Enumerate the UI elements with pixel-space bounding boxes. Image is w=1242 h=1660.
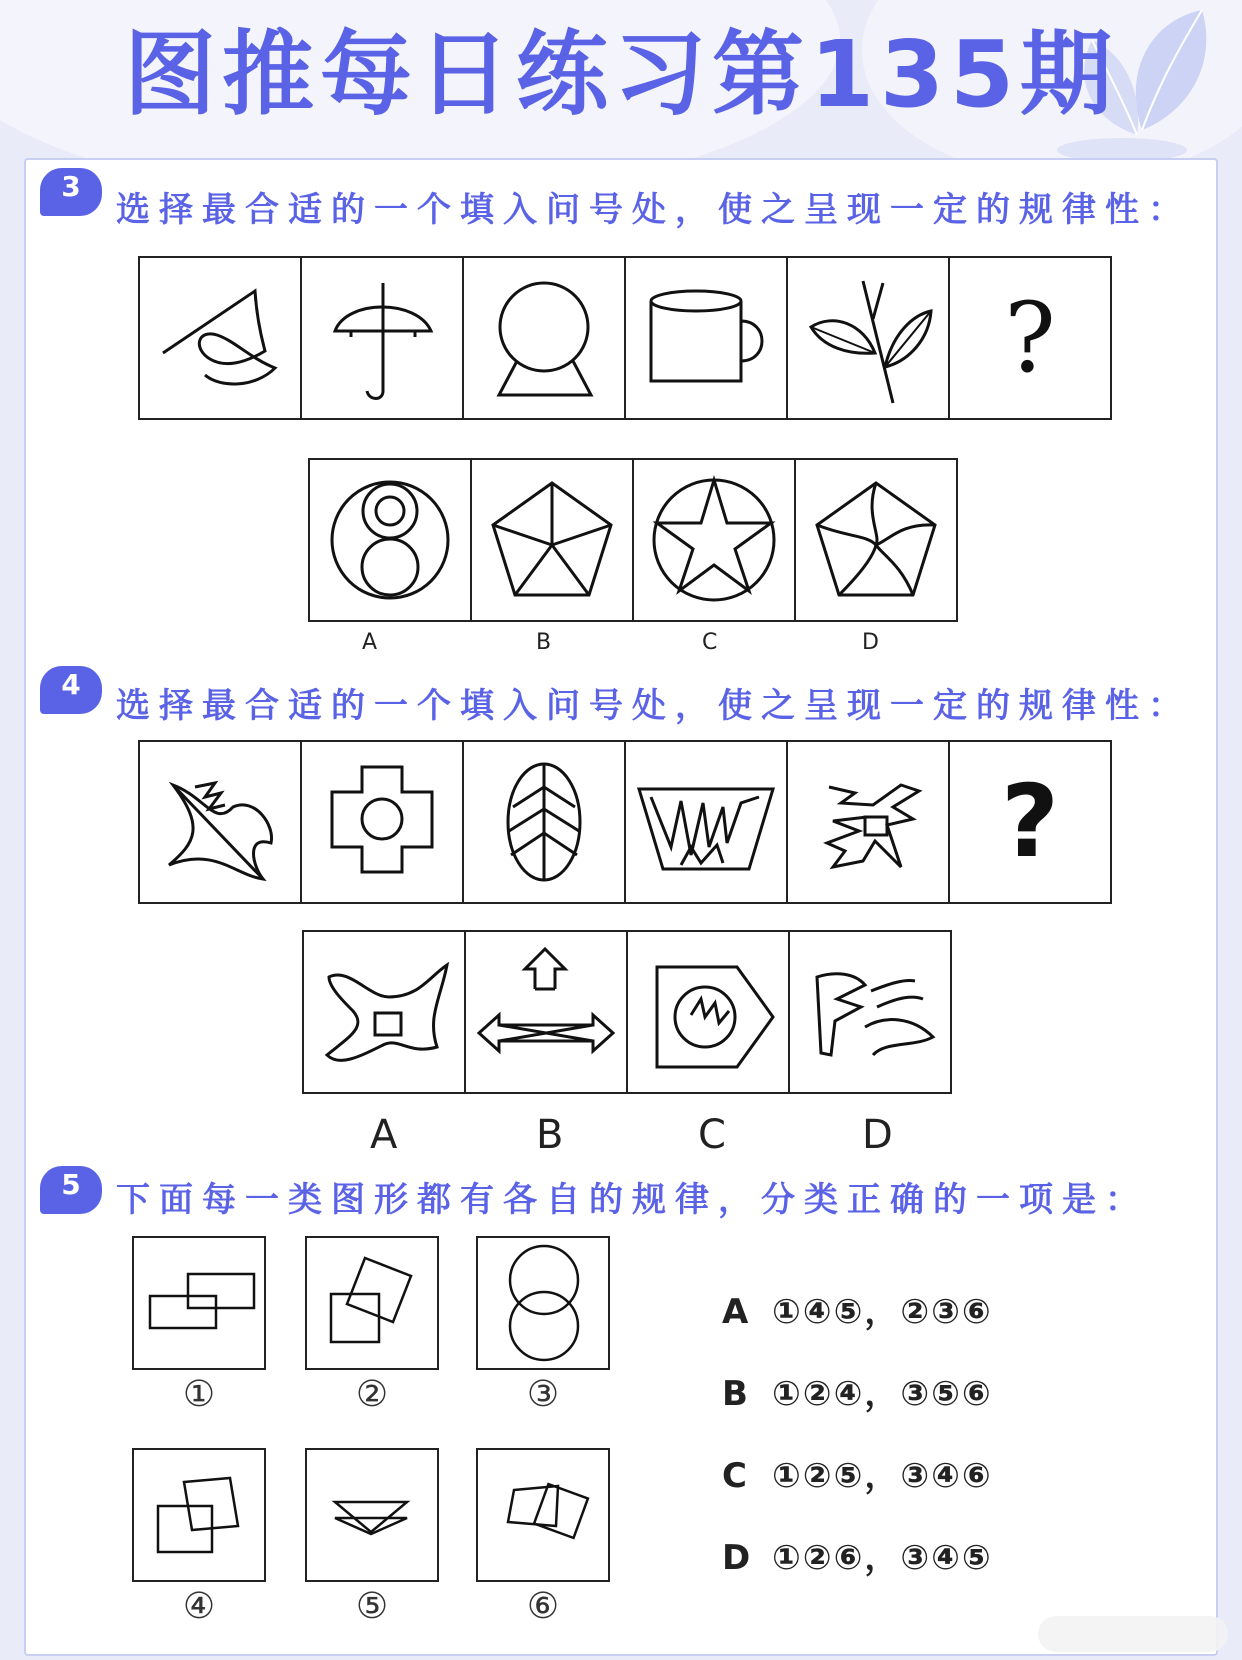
q4-option-a[interactable] bbox=[302, 930, 466, 1094]
answer-letter: A bbox=[722, 1292, 751, 1332]
q4-option-d-label: D bbox=[862, 1112, 893, 1158]
q5-figure-4 bbox=[132, 1448, 266, 1582]
answer-text: ①②④，③⑤⑥ bbox=[772, 1374, 993, 1414]
q5-answer-a[interactable] bbox=[722, 1284, 993, 1333]
q3-option-d-label: D bbox=[862, 630, 879, 655]
q5-figure-2 bbox=[305, 1236, 439, 1370]
q5-figure-5 bbox=[305, 1448, 439, 1582]
question-mark: ? bbox=[1004, 282, 1056, 394]
question-text: 选择最合适的一个填入问号处，使之呈现一定的规律性： bbox=[116, 190, 1191, 230]
q3-option-c[interactable] bbox=[632, 458, 796, 622]
q3-question-cell bbox=[948, 256, 1112, 420]
question-text: 选择最合适的一个填入问号处，使之呈现一定的规律性： bbox=[116, 686, 1191, 726]
q5-figure-3-label: ③ bbox=[526, 1374, 560, 1415]
q3-option-b[interactable] bbox=[470, 458, 634, 622]
q5-figure-3 bbox=[476, 1236, 610, 1370]
answer-text: ①④⑤，②③⑥ bbox=[772, 1292, 993, 1332]
q4-options-row bbox=[302, 930, 952, 1094]
answer-text: ①②⑤，③④⑥ bbox=[772, 1456, 993, 1496]
q5-figure-6 bbox=[476, 1448, 610, 1582]
answer-text: ①②⑥，③④⑤ bbox=[772, 1538, 993, 1578]
q4-option-b[interactable] bbox=[464, 930, 628, 1094]
q4-sequence-row bbox=[138, 740, 1112, 904]
question-number-badge: 5 bbox=[40, 1166, 102, 1214]
question-mark: ? bbox=[1000, 763, 1059, 880]
q4-question-cell bbox=[948, 740, 1112, 904]
q3-sequence-row bbox=[138, 256, 1112, 420]
q5-figure-6-label: ⑥ bbox=[526, 1586, 560, 1627]
q5-answer-d[interactable] bbox=[722, 1530, 993, 1579]
q3-option-a-label: A bbox=[362, 630, 378, 655]
q4-option-a-label: A bbox=[370, 1112, 398, 1158]
page-title: 图推每日练习第135期 bbox=[123, 21, 1119, 128]
question-text: 下面每一类图形都有各自的规律，分类正确的一项是： bbox=[116, 1180, 1148, 1220]
q5-answer-c[interactable] bbox=[722, 1448, 993, 1497]
q3-option-a[interactable] bbox=[308, 458, 472, 622]
q3-options-row bbox=[308, 458, 958, 622]
q4-option-c[interactable] bbox=[626, 930, 790, 1094]
question-number-badge: 3 bbox=[40, 168, 102, 216]
q5-figure-1 bbox=[132, 1236, 266, 1370]
q3-figure-1 bbox=[138, 256, 302, 420]
q3-figure-5 bbox=[786, 256, 950, 420]
answer-letter: B bbox=[722, 1374, 750, 1414]
q5-figure-4-label: ④ bbox=[182, 1586, 216, 1627]
q3-option-d[interactable] bbox=[794, 458, 958, 622]
q4-option-b-label: B bbox=[536, 1112, 564, 1158]
q4-figure-1 bbox=[138, 740, 302, 904]
q4-figure-3 bbox=[462, 740, 626, 904]
q3-option-c-label: C bbox=[702, 630, 718, 655]
q4-figure-2 bbox=[300, 740, 464, 904]
q3-figure-2 bbox=[300, 256, 464, 420]
q3-option-b-label: B bbox=[536, 630, 552, 655]
q5-figure-5-label: ⑤ bbox=[355, 1586, 389, 1627]
q5-figure-1-label: ① bbox=[182, 1374, 216, 1415]
q3-figure-4 bbox=[624, 256, 788, 420]
answer-letter: D bbox=[722, 1538, 753, 1578]
q5-answer-b[interactable] bbox=[722, 1366, 993, 1415]
q4-figure-5 bbox=[786, 740, 950, 904]
answer-letter: C bbox=[722, 1456, 749, 1496]
watermark bbox=[1038, 1616, 1228, 1652]
q4-option-c-label: C bbox=[698, 1112, 726, 1158]
question-number-badge: 4 bbox=[40, 666, 102, 714]
q3-figure-3 bbox=[462, 256, 626, 420]
q5-figure-2-label: ② bbox=[355, 1374, 389, 1415]
q4-figure-4 bbox=[624, 740, 788, 904]
q4-option-d[interactable] bbox=[788, 930, 952, 1094]
